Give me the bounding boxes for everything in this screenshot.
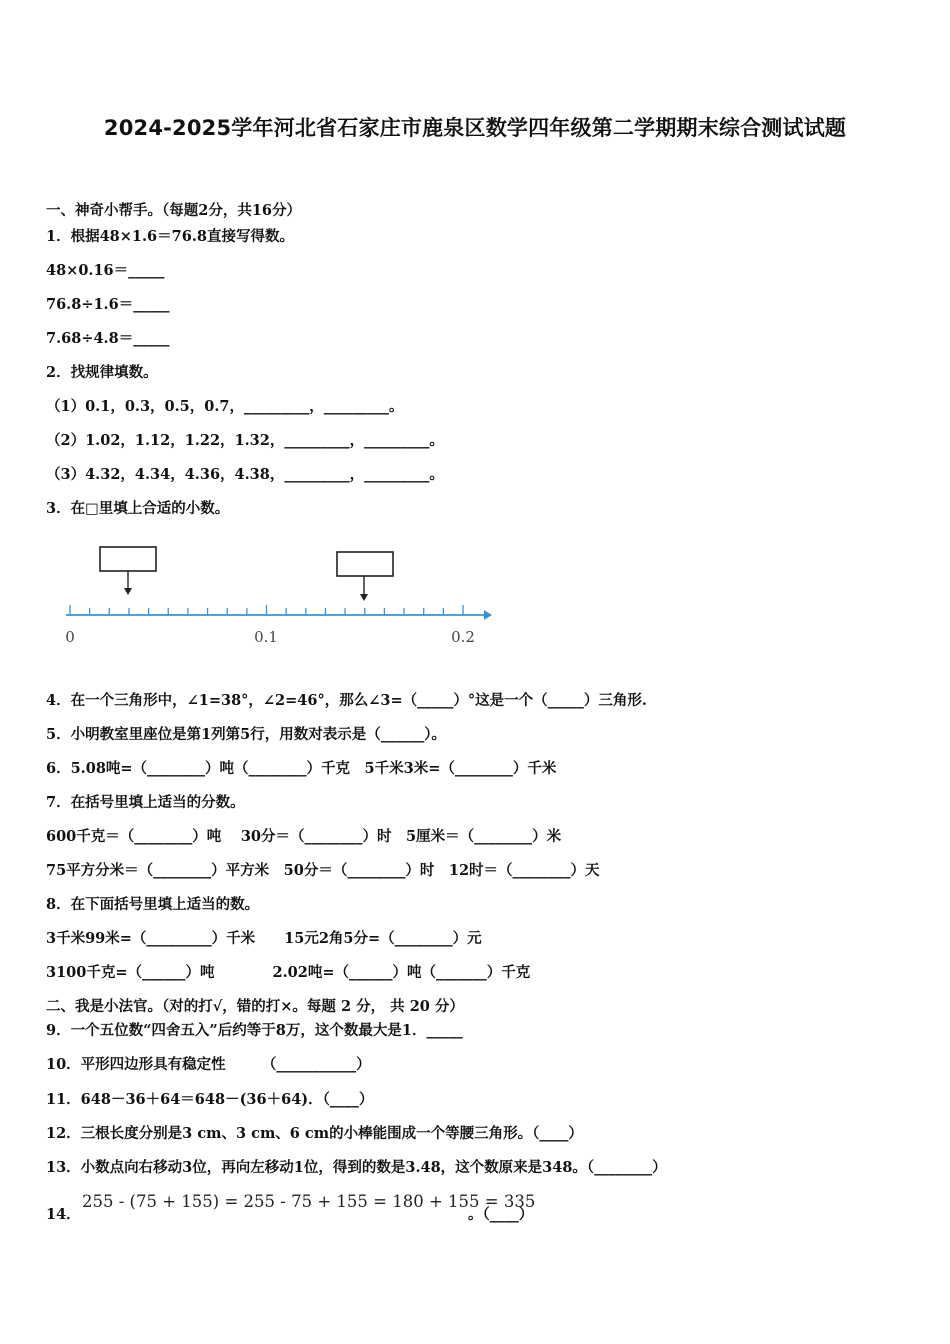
number-line-ticks	[70, 605, 463, 615]
tick-label-0-2: 0.2	[451, 628, 475, 646]
q11: 11．648－36＋64＝648－(36＋64)．（____）	[46, 1091, 374, 1108]
q4: 4．在一个三角形中，∠1=38°，∠2=46°，那么∠3=（_____）°这是一个（_____）三角形.	[46, 692, 647, 709]
q2-a: （1）0.1，0.3，0.5，0.7，_________，_________。	[46, 398, 404, 415]
q7-row1: 600千克＝（________）吨 30分＝（________）时 5厘米＝（________）米	[46, 828, 562, 845]
q10: 10．平形四边形具有稳定性 （___________）	[46, 1056, 371, 1073]
page-title: 2024-2025学年河北省石家庄市鹿泉区数学四年级第二学期期末综合测试试题	[103, 116, 847, 140]
section1-header: 一、神奇小帮手。（每题2分，共16分）	[46, 202, 302, 219]
number-line-figure	[58, 538, 498, 653]
q1-c: 7.68÷4.8＝_____	[46, 330, 170, 347]
answer-box-right	[337, 552, 393, 576]
q3-stem: 3．在□里填上合适的小数。	[46, 500, 230, 517]
q9: 9．一个五位数“四舍五入”后约等于8万，这个数最大是1．_____	[46, 1022, 463, 1039]
q8-row1: 3千米99米=（_________）千米 15元2角5分=（________）元	[46, 930, 482, 947]
tick-label-0-1: 0.1	[254, 628, 278, 646]
q1-stem: 1．根据48×1.6＝76.8直接写得数。	[46, 228, 294, 245]
section2-header: 二、我是小法官。（对的打√，错的打×。每题 2 分， 共 20 分）	[46, 998, 464, 1015]
q14-label: 14．	[46, 1206, 81, 1223]
tick-label-0: 0	[65, 628, 75, 646]
q2-stem: 2．找规律填数。	[46, 364, 158, 381]
q1-b: 76.8÷1.6＝_____	[46, 296, 170, 313]
q8-stem: 8．在下面括号里填上适当的数。	[46, 896, 260, 913]
q2-c: （3）4.32，4.34，4.36，4.38，_________，_________。	[46, 466, 444, 483]
q5: 5．小明教室里座位是第1列第5行，用数对表示是（______）。	[46, 726, 447, 743]
q2-b: （2）1.02，1.12，1.22，1.32，_________，_________。	[46, 432, 444, 449]
arrow-left-head	[124, 588, 132, 595]
q7-row2: 75平方分米＝（________）平方米 50分＝（________）时 12时＝（________）天	[46, 862, 600, 879]
number-line-arrowhead	[484, 610, 492, 620]
q6: 6．5.08吨=（________）吨（________）千克 5千米3米=（________）千米	[46, 760, 557, 777]
q1-a: 48×0.16＝_____	[46, 262, 165, 279]
q14-tail: 。（____）	[468, 1206, 534, 1223]
answer-box-left	[100, 547, 156, 571]
q12: 12．三根长度分别是3 cm、3 cm、6 cm的小棒能围成一个等腰三角形。（____）	[46, 1125, 583, 1142]
q14-formula: 255 - (75 + 155) = 255 - 75 + 155 = 180 + 155 = 335	[82, 1192, 536, 1211]
q8-row2: 3100千克=（______）吨 2.02吨=（______）吨（_______）千克	[46, 964, 531, 981]
arrow-right-head	[360, 594, 368, 601]
q13: 13．小数点向右移动3位，再向左移动1位，得到的数是3.48，这个数原来是348。（________）	[46, 1159, 667, 1176]
q7-stem: 7．在括号里填上适当的分数。	[46, 794, 245, 811]
